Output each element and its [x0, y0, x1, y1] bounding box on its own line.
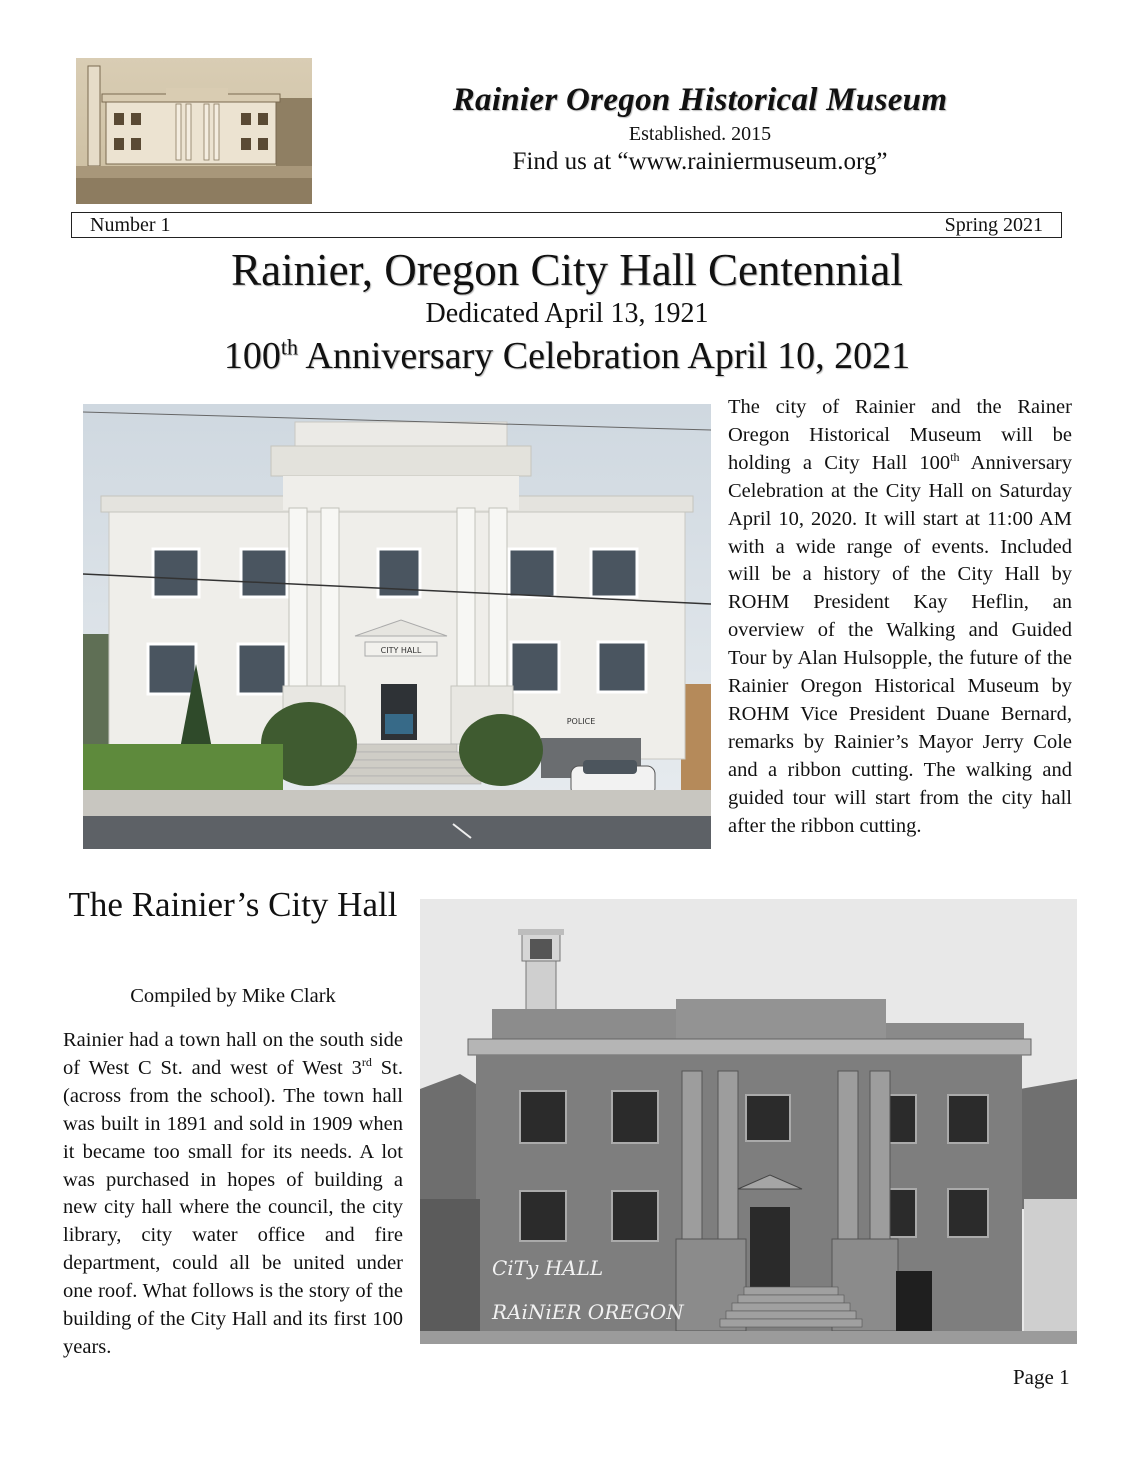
intro-paragraph — [728, 394, 1072, 841]
page-number: Page 1 — [1013, 1365, 1070, 1389]
museum-logo-photo — [76, 58, 312, 204]
historic-caption-rainier-oregon: RAiNiER OREGON — [492, 1300, 684, 1324]
history-text-sup: rd — [361, 1055, 372, 1070]
website-line: Find us at “www.rainiermuseum.org” — [512, 148, 888, 175]
anniversary-text: Anniversary Celebration April 10, 2021 — [298, 335, 911, 377]
issue-season: Spring 2021 — [944, 214, 1043, 236]
issue-bar — [71, 212, 1062, 238]
anniversary-line — [0, 334, 1134, 378]
anniversary-number: 100 — [223, 335, 281, 377]
intro-text-part1: The city of Rainier and the Rainer Oregon Historical Museum will be holding a City Hall 100 — [728, 396, 1072, 474]
modern-city-hall-photo — [83, 404, 711, 849]
city-hall-sign: CITY HALL — [380, 646, 422, 655]
established-year: Established. 2015 — [628, 123, 772, 145]
headline-title: Rainier, Oregon City Hall Centennial — [231, 245, 903, 295]
compiled-by: Compiled by Mike Clark — [130, 985, 336, 1007]
museum-title: Rainier Oregon Historical Museum — [452, 82, 948, 118]
issue-number: Number 1 — [90, 214, 171, 236]
intro-text-part2: Anniversary Celebration at the City Hall on Saturday April 10, 2020. It will start at 11:00 AM with a wide range of events. Included will be a history of the City Hall by ROHM President Kay Heflin, an overview of the Walking and Guided Tour by Alan Hulsopple, the future of the Rainier Oregon Historical Museum by ROHM Vice President Duane Bernard, remarks by Rainier’s Mayor Jerry Cole and a ribbon cutting. The walking and guided tour will start from the city hall after the ribbon cutting. — [728, 451, 1072, 837]
police-sign: POLICE — [566, 717, 596, 726]
historic-caption-city-hall: CiTy HALL — [492, 1256, 604, 1280]
anniversary-suffix: th — [280, 334, 298, 360]
history-text-part2: St. (across from the school). The town hall was built in 1891 and sold in 1909 when it became too small for its needs. A lot was purchased in hopes of building a new city hall where the council, the city library, city water office and fire department, could all be united under one roof. What follows is the story of the building of the City Hall and its first 100 years. — [63, 1056, 403, 1358]
dedication-date: Dedicated April 13, 1921 — [425, 298, 709, 329]
historic-city-hall-photo — [420, 899, 1077, 1344]
history-text-part1: Rainier had a town hall on the south side of West C St. and west of West 3 — [63, 1029, 403, 1079]
intro-text-sup: th — [950, 449, 960, 464]
section-title: The Rainier’s City Hall — [68, 885, 398, 924]
history-paragraph — [63, 1027, 403, 1362]
